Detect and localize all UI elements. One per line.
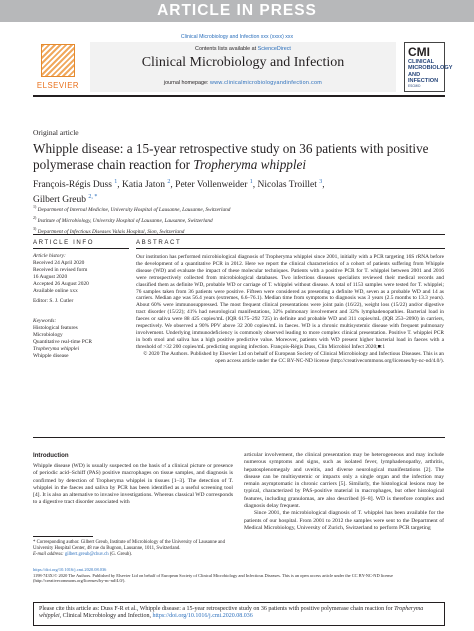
keyword: Histological features	[33, 324, 78, 331]
introduction-left-column: Whipple disease (WD) is usually suspected on the basis of a clinical picture or presence of periodic acid–Schiff (PAS) positive macrophages on tissue samples, and diagnosis is confirmed by detection of Tropheryma whipplei in tissues [1–3]. The detection of T. whipplei in the faeces and saliva by PCR has been identified as a useful screening tool [4]. It is also an alternative to invasive investigations. Whereas classical WD corresponds to a digestive tract disorder associated with	[33, 463, 233, 506]
homepage-label: journal homepage:	[163, 80, 211, 86]
elsevier-logo	[33, 44, 83, 90]
abstract-copyright: © 2020 The Authors. Published by Elsevier Ltd on behalf of European Society of Clinical Microbiology and Infectious Diseases. This is an open access article under the CC BY-NC-ND license (http://creativecommons.org/licenses/by-nc-nd/4.0/).	[143, 350, 444, 364]
banner-text: ARTICLE IN PRESS	[157, 2, 317, 19]
cover-subtitle: CLINICAL MICROBIOLOGY AND INFECTION	[408, 59, 453, 84]
author[interactable]: François-Régis Duss $^1$	[33, 179, 118, 191]
footnote-divider	[33, 536, 93, 537]
cover-logo: CMI	[408, 45, 430, 59]
author[interactable]: Katia Jaton $^2$	[122, 179, 171, 191]
keywords	[33, 318, 133, 359]
license-text: 1198-743X/© 2020 The Authors. Published by Elsevier Ltd on behalf of European Society of Clinical Microbiology and Infectious Diseases. This is an open access article under the CC BY-NC-ND license (http://creativecommons.org/licenses/by-nc-nd/4.0/).	[33, 572, 393, 584]
article-in-press-banner	[0, 0, 474, 22]
footnote-text: * Corresponding author. Gilbert Greub, Institute of Microbiology of the University of Lausanne and University Hospital Center, 48 rue du Bugnon, Lausanne, 1011, Switzerland.	[33, 540, 225, 551]
cite-species: Tropheryma whipplei	[39, 606, 424, 620]
cite-doi-link[interactable]: https://doi.org/10.1016/j.cmi.2020.08.036	[152, 613, 253, 620]
keyword: Quantitative real-time PCR	[33, 338, 92, 345]
article-info-heading: ARTICLE INFO	[33, 239, 95, 246]
history-line: Available online xxx	[33, 287, 78, 294]
contents-prefix: Contents lists available at	[195, 46, 258, 52]
paragraph: Since 2001, the microbiological diagnosis of T. whipplei has been available for the patients of our hospital. From 2001 to 2012 the samples were sent to the Department of Medical Microbiology, University of Zurich, Switzerland to perform PCR targeting	[244, 510, 444, 531]
keyword: Microbiology	[33, 331, 63, 338]
history-line: Received in revised form	[33, 266, 88, 273]
abstract-heading: ABSTRACT	[136, 239, 182, 246]
article-history	[33, 253, 133, 305]
author[interactable]: Peter Vollenweider $^1$	[175, 179, 253, 191]
contents-line	[90, 46, 396, 52]
keyword: Tropheryma whipplei	[33, 345, 80, 352]
info-divider	[33, 248, 129, 249]
title-species: Tropheryma whipplei	[193, 157, 307, 172]
paragraph: articular involvement, the clinical presentation may be heterogeneous and may include numerous symptoms and signs, such as isolated fever, lymphadenopathy, arthritis, hepatosplenomegaly and uveitis, and diverse neurological manifestations [2]. The disease can be multisystemic or impacts only a single organ and the infection may remain asymptomatic in chronic carriers [5]. Similarly, the histological lesions may be typical, characterized by PAS-positive material in macrophages, but other histological features, including granulomas, are also described [6–8]. WD is therefore complex and diagnosis delay frequent.	[244, 452, 444, 510]
journal-title: Clinical Microbiology and Infection	[141, 55, 345, 70]
abstract-divider	[136, 248, 445, 249]
author-list: François-Régis Duss $^1$, Katia Jaton $^2$, Peter Vollenweider $^1$, Nicolas Troillet $^3$, Gilbert Greub $^{2, *}$	[33, 179, 325, 206]
affiliation: $^{3)}$ Department of Infectious Diseases Valais Hospital, Sion, Switzerland	[33, 225, 185, 235]
editor: Editor: S. J. Cutler	[33, 298, 74, 305]
journal-cover	[404, 42, 453, 92]
history-line: 16 August 2020	[33, 273, 68, 280]
citation-box	[33, 602, 445, 626]
footnote-email-line: E-mail address: gilbert.greub@chuv.ch (G. Greub).	[33, 552, 133, 557]
introduction-right-column	[244, 452, 444, 532]
sciencedirect-link[interactable]: ScienceDirect	[257, 46, 291, 52]
affiliation: $^{1)}$ Department of Internal Medicine, University Hospital of Lausanne, Lausanne, Switzerland	[33, 204, 231, 213]
history-line: Received 24 April 2020	[33, 259, 85, 266]
publisher-name: ELSEVIER	[36, 81, 80, 90]
masthead	[33, 42, 453, 92]
author[interactable]: Nicolas Troillet $^3$	[257, 179, 323, 191]
history-label: Article history:	[33, 253, 66, 259]
abstract-body	[136, 254, 444, 365]
article-type: Original article	[33, 128, 79, 137]
tree-icon	[41, 44, 75, 77]
header-divider	[33, 95, 445, 97]
cite-prefix: Please cite this article as: Duss F-R et al., Whipple disease: a 15-year retrospective study on 36 patients with positive polymerase chain reaction for	[39, 606, 395, 612]
email-link[interactable]: gilbert.greub@chuv.ch	[64, 552, 109, 557]
journal-reference: Clinical Microbiology and Infection xxx (xxxx) xxx	[180, 34, 294, 40]
abstract-text: Our institution has performed microbiological diagnosis of Tropheryma whipplei since 2001, initially with a PCR targeting 16S rRNA before the development of a quantitative PCR in 2012. Here we report the clinical characteristics of a cohort of patients suffering from Whipple disease (WD) and evaluate the impact of these molecular techniques. Patients with a positive PCR for T. whipplei between 2001 and 2016 were retrospectively collected from microbiological databases. Two infectious diseases specialists reviewed their medical records and classified them as definite WD, probable WD or carriage of T. whipplei without disease. A total of 1153 samples were tested for T. whipplei; 76 samples taken from 36 patients were positive. Fifteen were considered as presenting a definite WD, seven as a probable WD and 14 as carriers. Median age was 56.4 years (extremes, 6.6–76.1). Median time from symptoms to diagnosis was 3 years (2.5 months to 13.3 years). About 60% were immunosuppressed. The most frequent clinical presentations were joint pain (16/22), weight loss (15/22) and/or digestive tract disorder (15/22); 41% had neurological manifestations, 32% pulmonary involvement and 32% lymphadenopathies. Bacterial load in faeces or saliva were 88 425 copies/mL (IQR 6175–292 725) in definite and probable WD and 311 copies/mL (IQR 253–2090) in carriers, respectively. We observed a 90% PPV above 32 200 copies/mL in faeces. WD is a chronic multisystemic disease with frequent pulmonary involvement. Underlying immunodeficiency is commonly observed leading to more complex clinical presentation. Positive T. whipplei PCR in both stool and saliva has a high positive predictive value. Moreover, patients with WD present higher bacterial load in faeces with a threshold of >32 200 copies/mL predicting ongoing infection. François-Régis Duss, Clin Microbiol Infect 2020;■:1	[136, 254, 444, 350]
section-divider	[33, 234, 445, 235]
keywords-label: Keywords:	[33, 318, 57, 324]
affiliation: $^{2)}$ Institute of Microbiology, University Hospital of Lausanne, Lausanne, Switzerland	[33, 214, 213, 224]
article-title	[33, 141, 433, 173]
doi-link[interactable]: https://doi.org/10.1016/j.cmi.2020.08.036	[33, 567, 107, 572]
doi-block	[33, 567, 445, 584]
journal-homepage	[90, 80, 396, 86]
introduction-heading: Introduction	[33, 452, 69, 459]
title-main: Whipple disease: a 15-year retrospective study on 36 patients with positive polymerase chain reaction for	[33, 141, 429, 172]
cite-suffix: , Clinical Microbiology and Infection,	[59, 613, 153, 620]
homepage-link[interactable]: www.clinicalmicrobiologyandinfection.com	[210, 80, 323, 86]
keyword: Whipple disease	[33, 352, 69, 359]
author[interactable]: Gilbert Greub $^{2, *}$	[33, 194, 98, 206]
masthead-box	[90, 42, 396, 92]
cover-footer: ESCMID	[408, 84, 421, 88]
affiliations	[33, 203, 433, 236]
history-line: Accepted 26 August 2020	[33, 280, 89, 287]
corresponding-author-footnote	[33, 540, 233, 558]
body-divider	[33, 437, 445, 438]
